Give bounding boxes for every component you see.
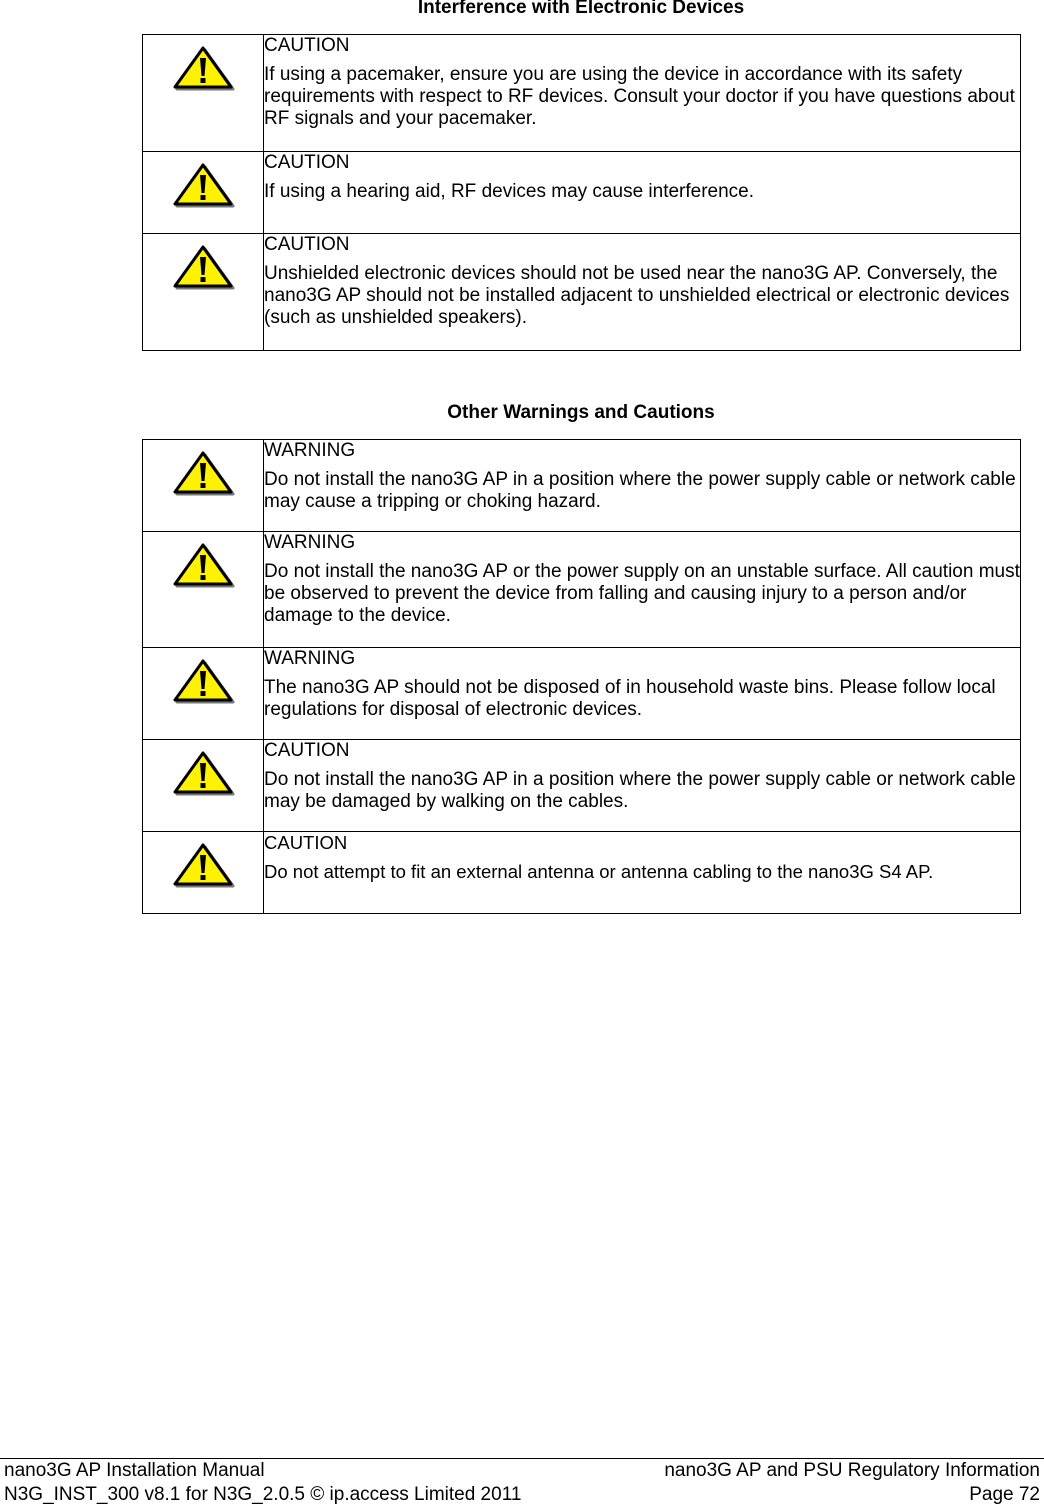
warning-triangle-icon — [171, 45, 235, 91]
notice-row — [143, 234, 1021, 351]
notice-body: Do not attempt to fit an external antenna or antenna cabling to the nano3G S4 AP. — [264, 861, 934, 882]
icon-cell — [143, 35, 264, 152]
notice-text-cell — [264, 648, 1021, 740]
notice-kind: CAUTION — [264, 35, 350, 56]
footer-row-2 — [0, 1483, 1044, 1507]
warning-triangle-icon — [171, 542, 235, 588]
notice-row — [143, 152, 1021, 234]
notice-row — [143, 532, 1021, 648]
notice-row — [143, 440, 1021, 532]
notice-text-cell — [264, 35, 1021, 152]
footer-manual-title: nano3G AP Installation Manual — [4, 1460, 265, 1481]
notice-body: Unshielded electronic devices should not be used near the nano3G AP. Conversely, the nano3G AP should not be installed adjacent to unshielded electrical or electronic devices (such as unshielded speakers). — [264, 263, 1010, 328]
section-title-other-warnings: Other Warnings and Cautions — [447, 402, 715, 423]
footer-page-number: Page 72 — [969, 1484, 1040, 1505]
icon-cell — [143, 532, 264, 648]
section-title-interference: Interference with Electronic Devices — [417, 0, 745, 18]
footer-chapter-title: nano3G AP and PSU Regulatory Information — [664, 1460, 1040, 1481]
warning-triangle-icon — [171, 162, 235, 208]
notice-kind: CAUTION — [264, 152, 350, 173]
notice-row — [143, 832, 1021, 914]
notice-row — [143, 648, 1021, 740]
warning-triangle-icon — [171, 244, 235, 290]
interference-notice-table — [142, 34, 1021, 351]
notice-text-cell — [264, 234, 1021, 351]
notice-kind: WARNING — [264, 532, 356, 553]
warning-triangle-icon — [171, 750, 235, 796]
notice-text-cell — [264, 440, 1021, 532]
notice-kind: CAUTION — [264, 740, 350, 761]
warning-triangle-icon — [171, 450, 235, 496]
page-footer — [0, 1458, 1044, 1507]
notice-kind: CAUTION — [264, 832, 348, 853]
warning-triangle-icon — [171, 658, 235, 704]
notice-text-cell — [264, 152, 1021, 234]
icon-cell — [143, 740, 264, 832]
icon-cell — [143, 648, 264, 740]
notice-row — [143, 740, 1021, 832]
notice-body: Do not install the nano3G AP or the power supply on an unstable surface. All caution must be observed to prevent the device from falling and causing injury to a person and/or damage to the device. — [264, 561, 1020, 626]
notice-row — [143, 35, 1021, 152]
icon-cell — [143, 440, 264, 532]
notice-body: If using a hearing aid, RF devices may cause interference. — [264, 181, 755, 202]
notice-body: If using a pacemaker, ensure you are using the device in accordance with its safety requirements with respect to RF devices. Consult your doctor if you have questions about RF signals and your pacemaker. — [264, 64, 1015, 129]
icon-cell — [143, 152, 264, 234]
notice-kind: WARNING — [264, 440, 356, 461]
notice-body: Do not install the nano3G AP in a position where the power supply cable or network cable may cause a tripping or choking hazard. — [264, 469, 1016, 512]
warning-triangle-icon — [171, 842, 235, 888]
icon-cell — [143, 234, 264, 351]
notice-text-cell — [264, 740, 1021, 832]
notice-body: Do not install the nano3G AP in a position where the power supply cable or network cable may be damaged by walking on the cables. — [264, 769, 1016, 812]
notice-kind: CAUTION — [264, 234, 350, 255]
footer-document-id: N3G_INST_300 v8.1 for N3G_2.0.5 © ip.access Limited 2011 — [4, 1484, 522, 1505]
footer-row-1 — [0, 1459, 1044, 1483]
notice-kind: WARNING — [264, 648, 356, 669]
notice-body: The nano3G AP should not be disposed of in household waste bins. Please follow local regulations for disposal of electronic devices. — [264, 677, 996, 720]
icon-cell — [143, 832, 264, 914]
notice-text-cell — [264, 532, 1021, 648]
notice-text-cell — [264, 832, 1021, 914]
other-warnings-table — [142, 439, 1021, 914]
